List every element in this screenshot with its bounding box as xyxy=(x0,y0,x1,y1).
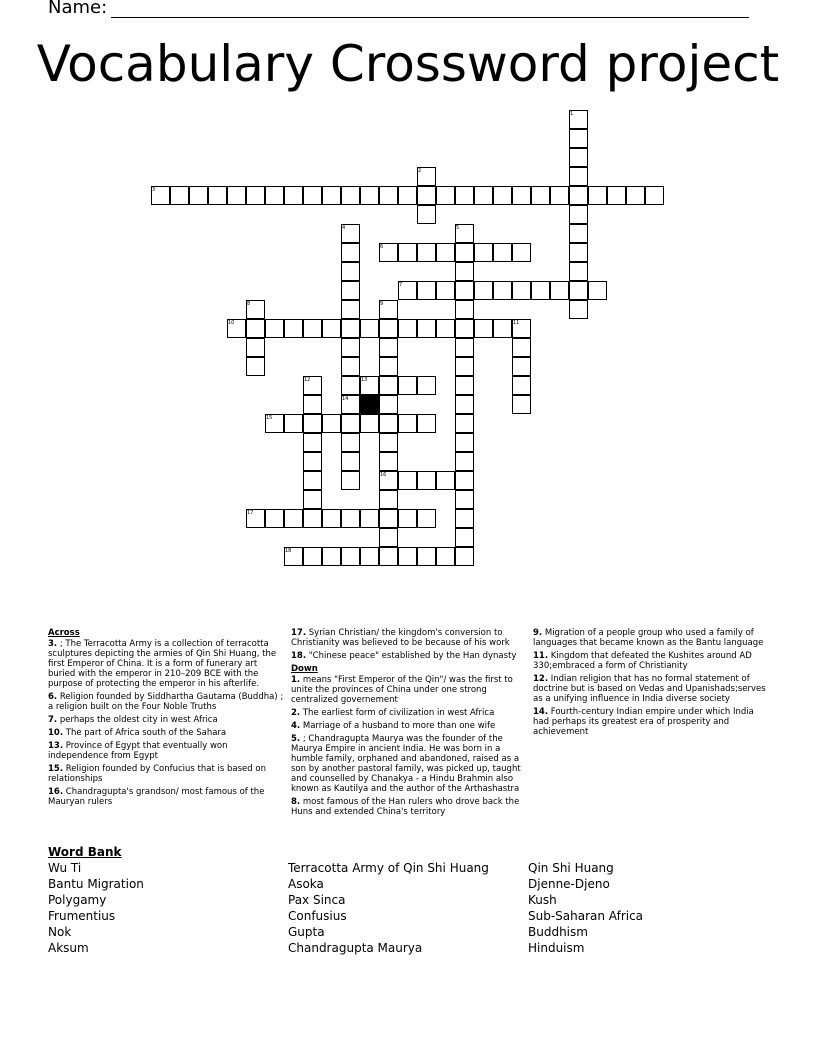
clue-text: "Chinese peace" established by the Han dynasty xyxy=(308,651,517,661)
clue-number: 1. xyxy=(291,675,301,685)
crossword-cell[interactable] xyxy=(626,186,645,205)
crossword-cell[interactable] xyxy=(512,338,531,357)
crossword-cell[interactable] xyxy=(436,243,455,262)
word-bank-item: Qin Shi Huang xyxy=(528,861,614,875)
crossword-cell[interactable] xyxy=(341,338,360,357)
clue-text: Province of Egypt that eventually won independence from Egypt xyxy=(48,741,228,761)
clue-item xyxy=(48,715,284,725)
crossword-cell[interactable] xyxy=(246,186,265,205)
crossword-cell[interactable] xyxy=(284,319,303,338)
crossword-cell[interactable] xyxy=(455,547,474,566)
crossword-cell[interactable] xyxy=(322,547,341,566)
clue-item xyxy=(48,639,284,689)
crossword-cell[interactable] xyxy=(417,319,436,338)
crossword-cell[interactable] xyxy=(455,262,474,281)
crossword-cell[interactable] xyxy=(550,281,569,300)
clue-number: 16. xyxy=(48,787,64,797)
clue-number-label: 2 xyxy=(418,168,422,174)
word-bank-item: Djenne-Djeno xyxy=(528,877,610,891)
word-bank-item: Terracotta Army of Qin Shi Huang xyxy=(288,861,489,875)
crossword-cell[interactable] xyxy=(341,186,360,205)
crossword-cell[interactable] xyxy=(341,300,360,319)
clue-text: Indian religion that has no formal statement of doctrine but is based on Vedas and Upanishads;serves as a unifying influence in India diverse society xyxy=(533,674,766,704)
crossword-cell[interactable] xyxy=(360,509,379,528)
word-bank-item: Bantu Migration xyxy=(48,877,144,891)
crossword-cell[interactable] xyxy=(455,338,474,357)
crossword-cell[interactable] xyxy=(379,357,398,376)
crossword-cell[interactable] xyxy=(512,186,531,205)
clue-item xyxy=(291,628,527,648)
clue-number: 10. xyxy=(48,728,64,738)
crossword-cell[interactable] xyxy=(493,319,512,338)
clue-number-label: 7 xyxy=(399,282,403,288)
crossword-cell[interactable] xyxy=(417,243,436,262)
crossword-cell[interactable] xyxy=(455,414,474,433)
clue-number: 9. xyxy=(533,628,543,638)
clue-number-label: 1 xyxy=(570,111,574,117)
crossword-cell[interactable] xyxy=(398,186,417,205)
clue-item xyxy=(533,707,769,737)
clue-item xyxy=(291,651,527,661)
clue-number-label: 8 xyxy=(247,301,251,307)
clue-item xyxy=(533,628,769,648)
clue-number-label: 13 xyxy=(361,377,368,383)
crossword-cell[interactable] xyxy=(322,414,341,433)
crossword-cell[interactable] xyxy=(303,452,322,471)
crossword-cell[interactable] xyxy=(284,186,303,205)
crossword-cell[interactable] xyxy=(322,509,341,528)
clue-item xyxy=(291,675,527,705)
crossword-cell[interactable] xyxy=(588,186,607,205)
crossword-cell[interactable] xyxy=(417,205,436,224)
crossword-cell[interactable] xyxy=(303,433,322,452)
crossword-cell[interactable] xyxy=(569,129,588,148)
clue-number-label: 4 xyxy=(342,225,346,231)
word-bank-item: Wu Ti xyxy=(48,861,82,875)
crossword-cell[interactable] xyxy=(512,376,531,395)
word-bank-column-2 xyxy=(288,860,489,956)
crossword-cell[interactable] xyxy=(303,471,322,490)
clue-item xyxy=(48,728,284,738)
name-label: Name: xyxy=(48,0,108,18)
crossword-cell[interactable] xyxy=(398,509,417,528)
crossword-cell[interactable] xyxy=(208,186,227,205)
word-bank-item: Nok xyxy=(48,925,72,939)
crossword-cell[interactable] xyxy=(455,357,474,376)
crossword-cell[interactable] xyxy=(436,186,455,205)
clue-number: 3. xyxy=(48,639,58,649)
crossword-cell[interactable] xyxy=(265,509,284,528)
clue-text: Chandragupta's grandson/ most famous of the Mauryan rulers xyxy=(48,787,265,807)
crossword-cell[interactable] xyxy=(170,186,189,205)
clue-item xyxy=(291,797,527,817)
crossword-cell[interactable] xyxy=(398,547,417,566)
crossword-cell[interactable] xyxy=(341,376,360,395)
crossword-cell[interactable] xyxy=(341,243,360,262)
crossword-cell[interactable] xyxy=(379,319,398,338)
crossword-cell[interactable] xyxy=(341,357,360,376)
crossword-cell[interactable] xyxy=(246,319,265,338)
clue-text: Religion founded by Siddhartha Gautama (Buddha) ; a religion built on the Four Noble Truths xyxy=(48,692,284,712)
word-bank-item: Kush xyxy=(528,893,557,907)
crossword-cell[interactable] xyxy=(474,281,493,300)
crossword-cell[interactable] xyxy=(227,186,246,205)
crossword-cell[interactable] xyxy=(341,471,360,490)
clue-number-label: 15 xyxy=(266,415,273,421)
clues-column-3 xyxy=(533,628,769,740)
crossword-cell[interactable] xyxy=(379,186,398,205)
clue-number: 5. xyxy=(291,734,301,744)
clue-number-label: 9 xyxy=(380,301,384,307)
clue-number-label: 14 xyxy=(342,396,349,402)
clue-text: means "First Emperor of the Qin"/ was the first to unite the provinces of China under one strong centralized governement xyxy=(291,675,513,705)
crossword-cell[interactable] xyxy=(455,243,474,262)
clue-item xyxy=(291,708,527,718)
crossword-cell[interactable] xyxy=(436,471,455,490)
crossword-cell[interactable] xyxy=(512,395,531,414)
crossword-black-cell xyxy=(360,395,379,414)
crossword-cell[interactable] xyxy=(474,243,493,262)
clue-text: perhaps the oldest city in west Africa xyxy=(59,715,218,725)
crossword-cell[interactable] xyxy=(398,414,417,433)
crossword-cell[interactable] xyxy=(493,186,512,205)
clue-number-label: 10 xyxy=(228,320,235,326)
crossword-cell[interactable] xyxy=(607,186,626,205)
word-bank-item: Buddhism xyxy=(528,925,588,939)
clue-number: 4. xyxy=(291,721,301,731)
crossword-cell[interactable] xyxy=(512,243,531,262)
crossword-cell[interactable] xyxy=(417,509,436,528)
clue-number-label: 6 xyxy=(380,244,384,250)
crossword-cell[interactable] xyxy=(379,528,398,547)
crossword-cell[interactable] xyxy=(455,452,474,471)
clue-number-label: 5 xyxy=(456,225,460,231)
crossword-cell[interactable] xyxy=(569,224,588,243)
crossword-cell[interactable] xyxy=(379,338,398,357)
clue-text: Syrian Christian/ the kingdom's conversion to Christianity was believed to be because of his work xyxy=(291,628,510,648)
clues-column-2 xyxy=(291,628,527,820)
crossword-cell[interactable] xyxy=(569,186,588,205)
crossword-cell[interactable] xyxy=(265,319,284,338)
crossword-cell[interactable] xyxy=(398,243,417,262)
crossword-cell[interactable] xyxy=(588,281,607,300)
crossword-cell[interactable] xyxy=(379,433,398,452)
crossword-cell[interactable] xyxy=(303,547,322,566)
crossword-cell[interactable] xyxy=(303,395,322,414)
crossword-cell[interactable] xyxy=(512,357,531,376)
clue-text: Marriage of a husband to more than one wife xyxy=(302,721,496,731)
crossword-cell[interactable] xyxy=(569,262,588,281)
clue-text: The earliest form of civilization in west Africa xyxy=(302,708,495,718)
clue-number: 6. xyxy=(48,692,58,702)
crossword-cell[interactable] xyxy=(341,509,360,528)
crossword-cell[interactable] xyxy=(303,186,322,205)
crossword-cell[interactable] xyxy=(417,376,436,395)
word-bank-item: Chandragupta Maurya xyxy=(288,941,423,955)
crossword-cell[interactable] xyxy=(569,205,588,224)
clue-text: The part of Africa south of the Sahara xyxy=(65,728,227,738)
clue-number: 7. xyxy=(48,715,58,725)
crossword-cell[interactable] xyxy=(379,509,398,528)
crossword-cell[interactable] xyxy=(341,414,360,433)
clue-number: 11. xyxy=(533,651,549,661)
clue-number-label: 18 xyxy=(285,548,292,554)
crossword-cell[interactable] xyxy=(455,319,474,338)
crossword-cell[interactable] xyxy=(379,547,398,566)
crossword-cell[interactable] xyxy=(360,319,379,338)
crossword-cell[interactable] xyxy=(417,414,436,433)
clue-text: Religion founded by Confucius that is based on relationships xyxy=(48,764,266,784)
crossword-cell[interactable] xyxy=(531,281,550,300)
crossword-cell[interactable] xyxy=(645,186,664,205)
clue-text: ; The Terracotta Army is a collection of terracotta sculptures depicting the armies of Qin Shi Huang, the first Emperor of China. It is a form of funerary art buried with the emperor in 210–209 BCE with the purpose of protecting the emperor in his afterlife. xyxy=(48,639,277,689)
crossword-cell[interactable] xyxy=(417,281,436,300)
clue-number-label: 16 xyxy=(380,472,387,478)
crossword-cell[interactable] xyxy=(436,319,455,338)
crossword-cell[interactable] xyxy=(379,395,398,414)
crossword-cell[interactable] xyxy=(455,186,474,205)
clue-number: 18. xyxy=(291,651,307,661)
crossword-cell[interactable] xyxy=(284,509,303,528)
crossword-cell[interactable] xyxy=(360,414,379,433)
clue-number-label: 12 xyxy=(304,377,311,383)
crossword-cell[interactable] xyxy=(303,490,322,509)
crossword-cell[interactable] xyxy=(455,509,474,528)
crossword-cell[interactable] xyxy=(455,376,474,395)
crossword-cell[interactable] xyxy=(493,243,512,262)
crossword-cell[interactable] xyxy=(379,414,398,433)
clue-number: 15. xyxy=(48,764,64,774)
crossword-cell[interactable] xyxy=(417,186,436,205)
clue-number: 14. xyxy=(533,707,549,717)
word-bank-title: Word Bank xyxy=(48,845,122,859)
word-bank-item: Asoka xyxy=(288,877,324,891)
crossword-cell[interactable] xyxy=(341,262,360,281)
across-heading: Across xyxy=(48,628,80,638)
word-bank-item: Pax Sinca xyxy=(288,893,346,907)
crossword-cell[interactable] xyxy=(341,433,360,452)
crossword-cell[interactable] xyxy=(455,433,474,452)
word-bank-column-3 xyxy=(528,860,643,956)
crossword-cell[interactable] xyxy=(246,338,265,357)
clue-number: 17. xyxy=(291,628,307,638)
crossword-cell[interactable] xyxy=(303,509,322,528)
crossword-cell[interactable] xyxy=(512,281,531,300)
clue-text: Kingdom that defeated the Kushites around AD 330;embraced a form of Christianity xyxy=(533,651,752,671)
crossword-cell[interactable] xyxy=(417,471,436,490)
crossword-cell[interactable] xyxy=(246,357,265,376)
clue-number: 2. xyxy=(291,708,301,718)
clue-text: Fourth-century Indian empire under which India had perhaps its greatest era of prosperity and achievement xyxy=(533,707,754,737)
crossword-cell[interactable] xyxy=(398,376,417,395)
crossword-cell[interactable] xyxy=(455,281,474,300)
crossword-cell[interactable] xyxy=(360,186,379,205)
word-bank-item: Hinduism xyxy=(528,941,585,955)
clue-item xyxy=(48,764,284,784)
word-bank-item: Frumentius xyxy=(48,909,116,923)
crossword-cell[interactable] xyxy=(569,148,588,167)
crossword-cell[interactable] xyxy=(569,281,588,300)
clue-number: 13. xyxy=(48,741,64,751)
crossword-cell[interactable] xyxy=(569,300,588,319)
crossword-cell[interactable] xyxy=(455,490,474,509)
crossword-cell[interactable] xyxy=(379,376,398,395)
clue-text: most famous of the Han rulers who drove back the Huns and extended China's territory xyxy=(291,797,520,817)
clue-item xyxy=(48,787,284,807)
crossword-cell[interactable] xyxy=(455,300,474,319)
crossword-cell[interactable] xyxy=(455,528,474,547)
crossword-cell[interactable] xyxy=(379,490,398,509)
clue-item xyxy=(48,692,284,712)
word-bank-item: Confusius xyxy=(288,909,347,923)
clue-number: 8. xyxy=(291,797,301,807)
crossword-cell[interactable] xyxy=(265,186,284,205)
crossword-cell[interactable] xyxy=(379,452,398,471)
clue-item xyxy=(533,651,769,671)
clue-number: 12. xyxy=(533,674,549,684)
crossword-cell[interactable] xyxy=(303,319,322,338)
crossword-cell[interactable] xyxy=(474,319,493,338)
crossword-cell[interactable] xyxy=(341,452,360,471)
crossword-cell[interactable] xyxy=(322,319,341,338)
clue-item xyxy=(291,734,527,794)
crossword-cell[interactable] xyxy=(284,414,303,433)
crossword-cell[interactable] xyxy=(569,167,588,186)
crossword-cell[interactable] xyxy=(569,243,588,262)
crossword-cell[interactable] xyxy=(550,186,569,205)
word-bank-item: Aksum xyxy=(48,941,89,955)
crossword-cell[interactable] xyxy=(360,547,379,566)
crossword-cell[interactable] xyxy=(436,547,455,566)
crossword-cell[interactable] xyxy=(493,281,512,300)
clues-column-1 xyxy=(48,628,284,810)
clue-text: ; Chandragupta Maurya was the founder of the Maurya Empire in ancient India. He was born in a humble family, orphaned and abandoned, raised as a son by another pastoral family, was picked up, taught and counselled by Chanakya - a Hindu Brahmin also known as Kautilya and the author of the Arthashastra xyxy=(291,734,521,794)
crossword-cell[interactable] xyxy=(398,319,417,338)
crossword-cell[interactable] xyxy=(322,186,341,205)
crossword-cell[interactable] xyxy=(341,547,360,566)
word-bank-item: Polygamy xyxy=(48,893,107,907)
clue-number-label: 11 xyxy=(513,320,520,326)
page-title: Vocabulary Crossword project xyxy=(36,35,780,93)
crossword-cell[interactable] xyxy=(436,281,455,300)
crossword-cell[interactable] xyxy=(303,414,322,433)
clue-item xyxy=(48,741,284,761)
crossword-cell[interactable] xyxy=(398,471,417,490)
crossword-cell[interactable] xyxy=(341,319,360,338)
crossword-cell[interactable] xyxy=(531,186,550,205)
crossword-cell[interactable] xyxy=(455,471,474,490)
word-bank-column-1 xyxy=(48,860,144,956)
clue-number-label: 3 xyxy=(152,187,156,193)
down-heading: Down xyxy=(291,664,318,674)
crossword-cell[interactable] xyxy=(341,281,360,300)
clue-number-label: 17 xyxy=(247,510,254,516)
crossword-cell[interactable] xyxy=(455,395,474,414)
crossword-cell[interactable] xyxy=(474,186,493,205)
word-bank-item: Gupta xyxy=(288,925,325,939)
crossword-cell[interactable] xyxy=(189,186,208,205)
clue-item xyxy=(533,674,769,704)
crossword-cell[interactable] xyxy=(417,547,436,566)
clue-text: Migration of a people group who used a family of languages that became known as the Bantu language xyxy=(533,628,764,648)
word-bank-item: Sub-Saharan Africa xyxy=(528,909,644,923)
clue-item xyxy=(291,721,527,731)
